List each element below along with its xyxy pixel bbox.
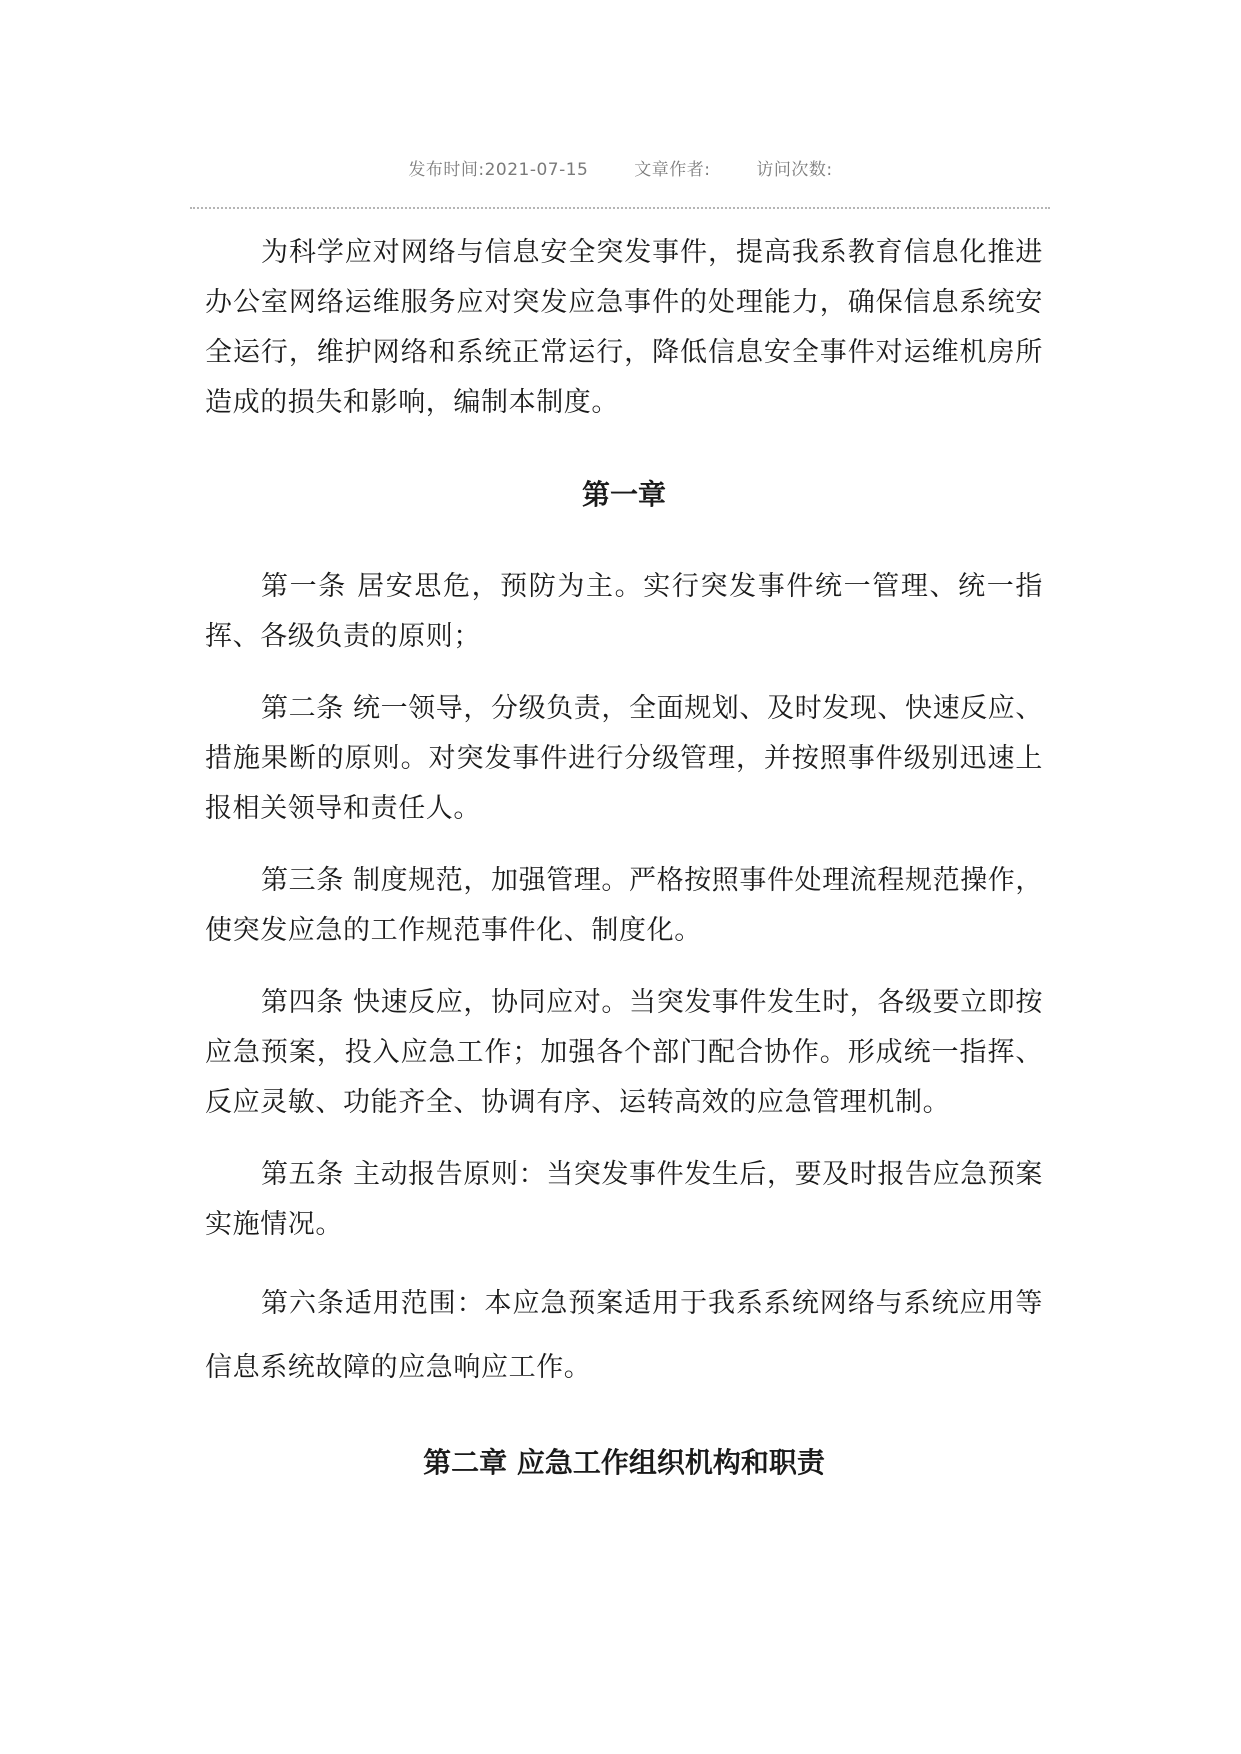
article-3: 第三条 制度规范，加强管理。严格按照事件处理流程规范操作，使突发应急的工作规范事件化、制度化。 [205,865,1043,946]
article-5: 第五条 主动报告原则：当突发事件发生后，要及时报告应急预案实施情况。 [205,1159,1043,1240]
article-6: 第六条适用范围：本应急预案适用于我系系统网络与系统应用等信息系统故障的应急响应工作。 [205,1288,1043,1383]
publish-time: 发布时间:2021-07-15 [408,160,589,180]
article-2: 第二条 统一领导，分级负责，全面规划、及时发现、快速反应、措施果断的原则。对突发事件进行分级管理，并按照事件级别迅速上报相关领导和责任人。 [205,693,1043,824]
dotted-divider [190,207,1050,209]
author-label: 文章作者: [634,160,711,180]
article-1: 第一条 居安思危，预防为主。实行突发事件统一管理、统一指挥、各级负责的原则； [205,571,1043,652]
chapter-2-heading: 第二章 应急工作组织机构和职责 [423,1446,825,1479]
article-body [205,228,1043,1488]
article-meta-bar [0,155,1241,180]
article-4: 第四条 快速反应，协同应对。当突发事件发生时，各级要立即按应急预案，投入应急工作；加强各个部门配合协作。形成统一指挥、反应灵敏、功能齐全、协调有序、运转高效的应急管理机制。 [205,987,1043,1118]
intro-paragraph: 为科学应对网络与信息安全突发事件，提高我系教育信息化推进办公室网络运维服务应对突发应急事件的处理能力，确保信息系统安全运行，维护网络和系统正常运行，降低信息安全事件对运维机房所造成的损失和影响，编制本制度。 [205,237,1043,418]
chapter-1-heading: 第一章 [581,478,666,511]
visit-count-label: 访问次数: [756,160,833,180]
